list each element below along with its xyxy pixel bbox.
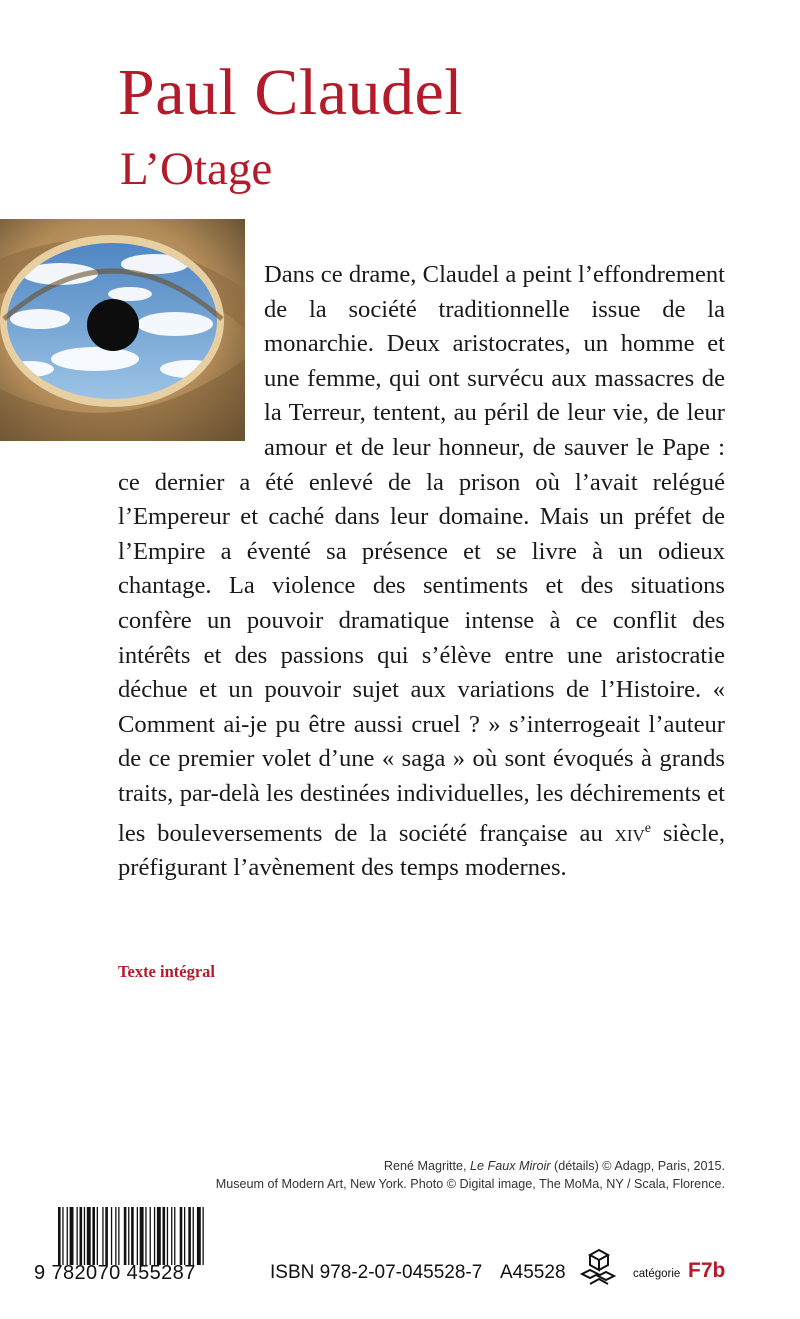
barcode-bar [131, 1207, 134, 1265]
barcode-bar [58, 1207, 61, 1265]
barcode-bar [92, 1207, 95, 1265]
blurb-century-sup: e [644, 820, 652, 836]
barcode-bar [87, 1207, 91, 1265]
barcode-bar [62, 1207, 63, 1265]
barcode-digits: 9 782070 455287 [34, 1262, 196, 1284]
barcode-bar [102, 1207, 103, 1265]
barcode-bar [174, 1207, 175, 1265]
barcode-bar [167, 1207, 168, 1265]
image-credit [216, 1157, 725, 1193]
barcode-bar [171, 1207, 172, 1265]
barcode-bar [67, 1207, 68, 1265]
isbn-number: ISBN 978-2-07-045528-7 [270, 1262, 483, 1283]
barcode-bar [118, 1207, 119, 1265]
barcode-bar [140, 1207, 144, 1265]
barcode-bar [137, 1207, 138, 1265]
barcode-bar [124, 1207, 127, 1265]
blurb-text-end: siècle, préfigurant l’avènement des temps modernes. [118, 819, 725, 882]
barcode-bar [97, 1207, 98, 1265]
barcode-bar [128, 1207, 129, 1265]
credit-artwork: Le Faux Miroir [470, 1159, 551, 1173]
credit-line-1-rest: (détails) © Adagp, Paris, 2015. [550, 1159, 725, 1173]
blurb-text-main: Dans ce drame, Claudel a peint l’effondrement de la société traditionnelle issue de la monarchie. Deux aristocrates, un homme et une femme, qui ont survécu aux massacres de la Terreur, tentent, au péril de leur vie, de leur amour et de leur honneur, de sauver le Pape : ce dernier a été enlevé de la prison où l’avait relégué l’Empereur et caché dans leur domaine. Mais un préfet de l’Empire a éventé sa présence et se livre à un odieux chantage. La violence des sentiments et des situations confère un pouvoir dramatique intense à ce conflit des intérêts et des passions qui s’élève entre une aristocratie déchue et un pouvoir sujet aux variations de l’Histoire. « Comment ai-je pu être aussi cruel ? » s’interrogeait l’auteur de ce premier volet d’une « saga » où sont évoqués à grands traits, par-delà les destinées individuelles, les déchirements et les bouleversements de la société française au [118, 261, 725, 847]
credit-artist: René Magritte, [383, 1159, 471, 1173]
barcode-bar [80, 1207, 83, 1265]
barcode-bar [150, 1207, 151, 1265]
publisher-logo-icon [578, 1246, 620, 1288]
barcode-bar [193, 1207, 194, 1265]
credit-line-1 [216, 1157, 725, 1175]
barcode-bar [84, 1207, 85, 1265]
barcode-bar [70, 1207, 74, 1265]
barcode-bar [77, 1207, 78, 1265]
barcode-bar [184, 1207, 185, 1265]
barcode-bar [163, 1207, 166, 1265]
blurb-century: xiv [614, 819, 645, 847]
edition-label: Texte intégral [118, 962, 215, 981]
barcode-bar [111, 1207, 112, 1265]
barcode-bar [203, 1207, 204, 1265]
back-cover-blurb [118, 258, 725, 886]
barcode-bar [115, 1207, 116, 1265]
credit-line-2: Museum of Modern Art, New York. Photo © Digital image, The MoMa, NY / Scala, Florence. [215, 1177, 725, 1191]
book-title: L’Otage [120, 143, 273, 195]
category-label: catégorie [633, 1268, 681, 1280]
barcode-bar [154, 1207, 155, 1265]
product-code: A45528 [500, 1262, 566, 1283]
author-name: Paul Claudel [118, 56, 464, 129]
barcode-bar [197, 1207, 201, 1265]
barcode-bar [105, 1207, 108, 1265]
barcode-bar [188, 1207, 191, 1265]
barcode-bar [157, 1207, 161, 1265]
barcode-bar [145, 1207, 146, 1265]
barcode-bar [180, 1207, 183, 1265]
category-code: F7b [688, 1259, 726, 1282]
